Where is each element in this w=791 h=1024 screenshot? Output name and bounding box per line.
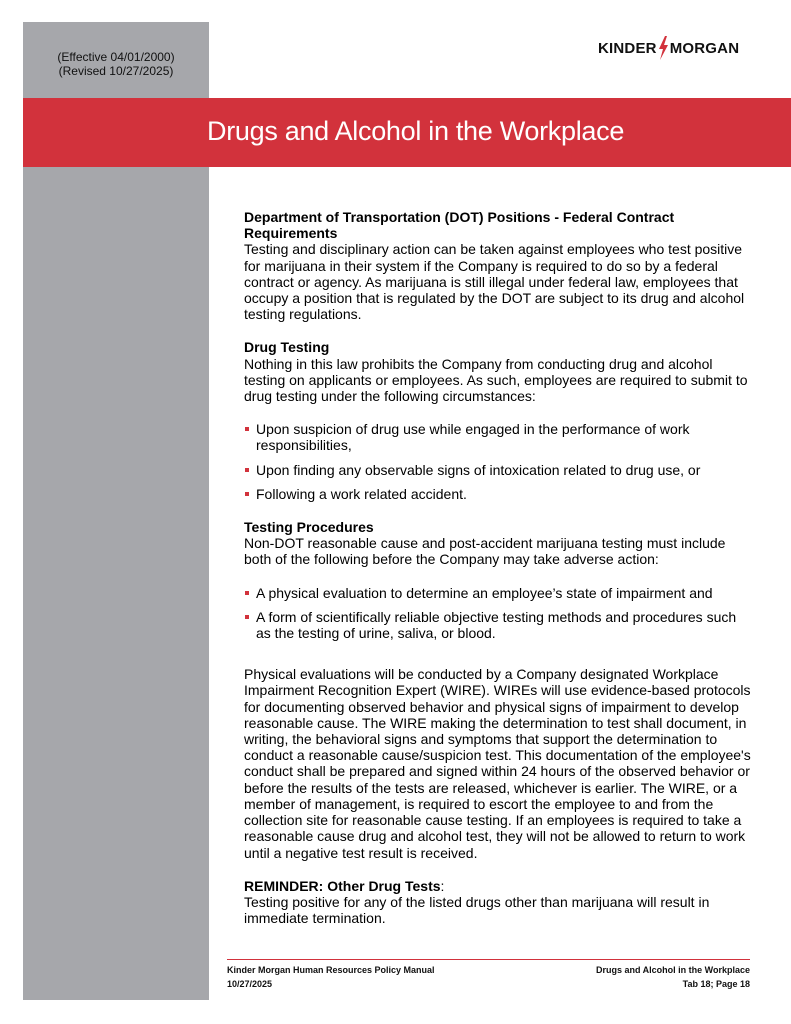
lightning-bolt-icon	[658, 36, 669, 60]
effective-date: (Effective 04/01/2000)	[57, 50, 175, 64]
dot-body: Testing and disciplinary action can be taken against employees who test positive for marijuana in their system if the Company is required to do so by a federal contract or agency. As marijuana is still illegal under federal law, employees that occupy a position that is regulated by the DOT are subject to its drug and alcohol testing regulations.	[244, 241, 745, 323]
drug-testing-list	[244, 421, 754, 502]
footer-left	[227, 963, 435, 991]
logo-text-right: MORGAN	[669, 39, 740, 57]
footer-divider	[227, 959, 750, 960]
bullet-square-icon	[245, 492, 249, 496]
drug-testing-body: Nothing in this law prohibits the Company from conducting drug and alcohol testing on applicants or employees. As such, employees are required to submit to drug testing under the following circumstances:	[244, 355, 748, 405]
kinder-morgan-logo	[598, 36, 739, 60]
reminder-section	[244, 878, 754, 927]
procedures-heading: Testing Procedures	[244, 519, 374, 536]
sidebar-band	[23, 22, 209, 1000]
bullet-square-icon	[245, 615, 249, 619]
list-item: A physical evaluation to determine an employee’s state of impairment and	[244, 585, 754, 601]
reminder-heading: REMINDER: Other Drug Tests	[244, 877, 441, 894]
procedures-section	[244, 519, 754, 568]
list-item: A form of scientifically reliable objective testing methods and procedures such as the testing of urine, saliva, or blood.	[244, 609, 754, 641]
wire-paragraph: Physical evaluations will be conducted by a Company designated Workplace Impairment Recognition Expert (WIRE). WIREs will use evidence-based protocols for documenting observed behavior and physical signs of impairment to develop reasonable cause. The WIRE making the determination to test shall document, in writing, the behavioral signs and symptoms that support the determination to conduct a reasonable cause/suspicion test. This documentation of the employee's conduct shall be prepared and signed within 24 hours of the observed behavior or before the results of the tests are released, whichever is earlier. The WIRE, or a member of management, is required to escort the employee to and from the collection site for reasonable cause testing. If an employees is required to take a reasonable cause drug and alcohol test, they will not be allowed to return to work until a negative test result is received.	[244, 666, 751, 861]
dot-heading: Department of Transportation (DOT) Positions - Federal Contract Requirements	[244, 209, 675, 242]
bullet-square-icon	[245, 468, 249, 472]
footer-manual: Kinder Morgan Human Resources Policy Manual	[227, 965, 435, 975]
bullet-square-icon	[245, 591, 249, 595]
drug-testing-heading: Drug Testing	[244, 339, 330, 356]
footer-section: Drugs and Alcohol in the Workplace	[595, 965, 750, 975]
logo-text-left: KINDER	[598, 39, 657, 57]
dot-section	[244, 209, 754, 322]
list-item: Upon suspicion of drug use while engaged in the performance of work responsibilities,	[244, 421, 754, 453]
page-title: Drugs and Alcohol in the Workplace	[207, 116, 625, 146]
footer-page: Tab 18; Page 18	[682, 979, 750, 989]
reminder-colon: :	[440, 877, 445, 894]
list-item: Following a work related accident.	[244, 486, 754, 502]
footer-date: 10/27/2025	[227, 979, 273, 989]
procedures-list	[244, 585, 754, 642]
effective-dates	[23, 50, 209, 78]
procedures-body: Non-DOT reasonable cause and post-accident marijuana testing must include both of the following before the Company may take adverse action:	[244, 535, 726, 568]
bullet-square-icon	[245, 427, 249, 431]
list-item: Upon finding any observable signs of intoxication related to drug use, or	[244, 462, 754, 478]
footer-right	[596, 963, 750, 991]
revised-date: (Revised 10/27/2025)	[58, 64, 174, 78]
reminder-body: Testing positive for any of the listed drugs other than marijuana will result in immediate termination.	[244, 893, 710, 927]
policy-content	[244, 209, 754, 926]
drug-testing-section	[244, 339, 754, 404]
